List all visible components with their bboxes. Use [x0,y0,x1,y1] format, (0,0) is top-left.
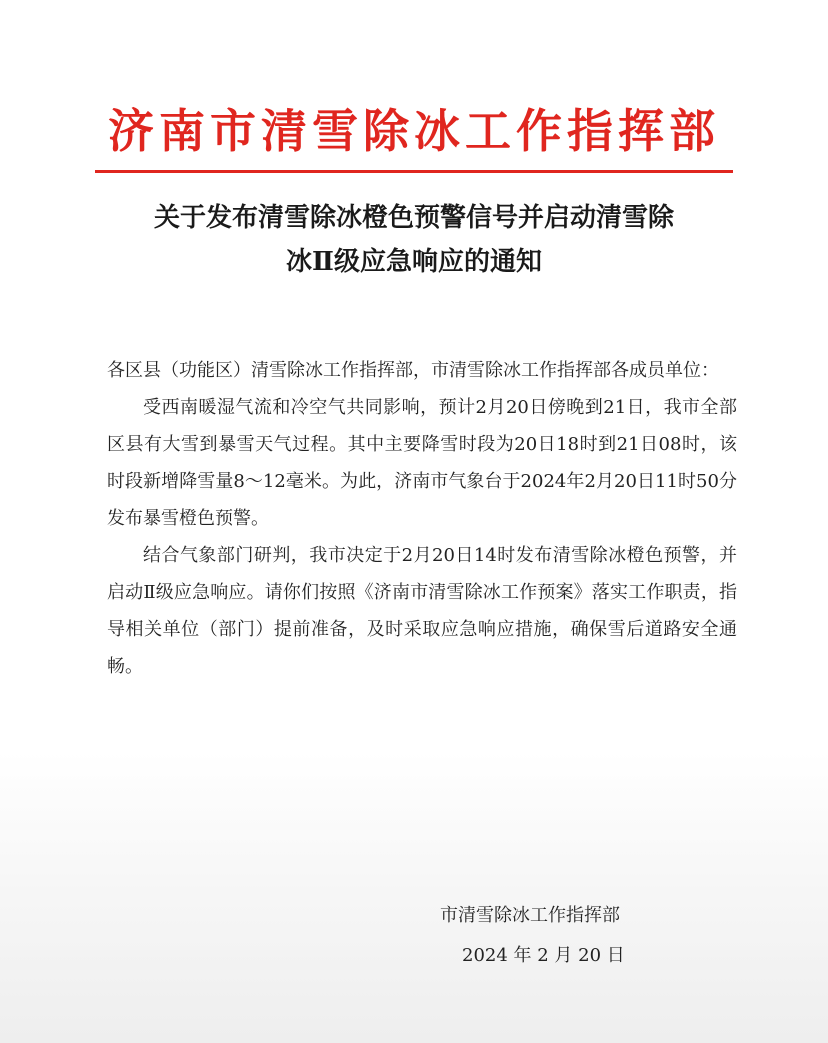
body-paragraph-1: 受西南暖湿气流和冷空气共同影响，预计2月20日傍晚到21日，我市全部区县有大雪到暴雪天气过程。其中主要降雪时段为20日18时到21日08时，该时段新增降雪量8～12毫米。为此，济南市气象台于2024年2月20日11时50分发布暴雪橙色预警。 [107,397,737,529]
document-title [60,196,768,284]
document-body [107,352,737,685]
salutation: 各区县（功能区）清雪除冰工作指挥部，市清雪除冰工作指挥部各成员单位： [107,360,719,381]
signature-org: 市清雪除冰工作指挥部 [440,905,620,926]
header-red-rule [95,170,733,173]
body-paragraph-2: 结合气象部门研判，我市决定于2月20日14时发布清雪除冰橙色预警，并启动Ⅱ级应急响应。请你们按照《济南市清雪除冰工作预案》落实工作职责，指导相关单位（部门）提前准备，及时采取应急响应措施，确保雪后道路安全通畅。 [107,545,737,677]
signature-date: 2024 年 2 月 20 日 [462,945,625,966]
org-header-title: 济南市清雪除冰工作指挥部 [108,104,720,158]
document-title-line-1: 关于发布清雪除冰橙色预警信号并启动清雪除 [153,203,674,233]
document-title-line-2: 冰Ⅱ级应急响应的通知 [286,247,542,277]
